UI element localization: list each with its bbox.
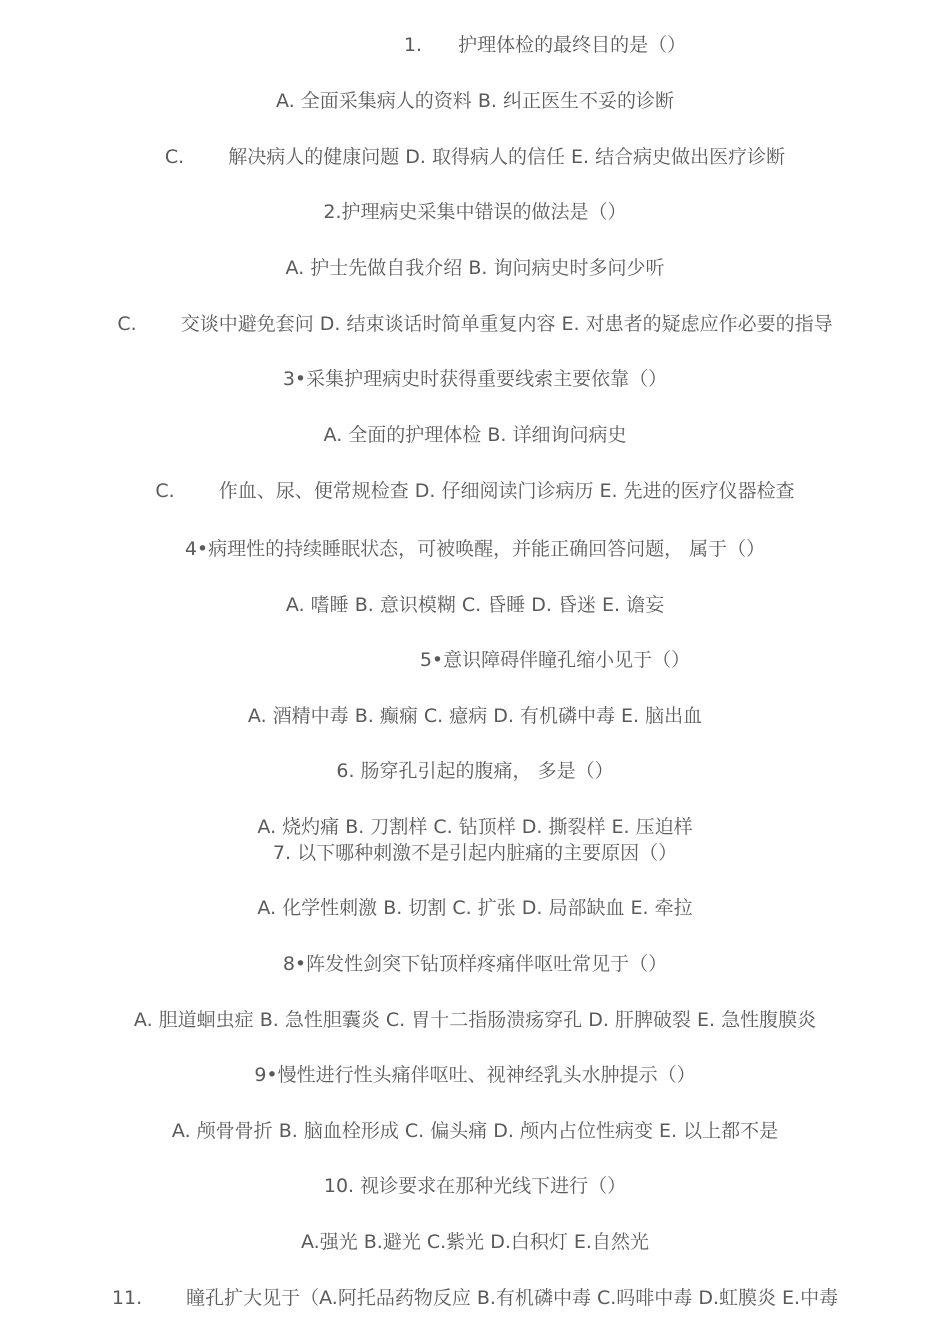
options-10 — [0, 1230, 950, 1254]
options-text: A. 胆道蛔虫症 B. 急性胆囊炎 C. 胃十二指肠溃疡穿孔 D. 肝脾破裂 E. 急性腹膜炎 — [133, 1009, 817, 1031]
question-5 — [0, 648, 950, 672]
question-number: 11. — [111, 1287, 143, 1309]
question-11 — [0, 1286, 950, 1310]
options-7 — [0, 896, 950, 920]
question-text: 3•采集护理病史时获得重要线索主要依靠（） — [282, 368, 668, 390]
options-text: 交谈中避免套问 D. 结束谈话时简单重复内容 E. 对患者的疑虑应作必要的指导 — [180, 313, 833, 335]
question-2 — [0, 200, 950, 224]
options-text: A. 化学性刺激 B. 切割 C. 扩张 D. 局部缺血 E. 牵拉 — [257, 897, 693, 919]
question-text: 瞳孔扩大见于（A.阿托品药物反应 B.有机磷中毒 C.吗啡中毒 D.虹膜炎 E.中毒 — [186, 1287, 839, 1309]
options-text: 作血、尿、便常规检查 D. 仔细阅读门诊病历 E. 先进的医疗仪器检查 — [218, 480, 795, 502]
question-text: 9•慢性进行性头痛伴呕吐、视神经乳头水肿提示（） — [254, 1064, 696, 1086]
question-4 — [0, 537, 950, 561]
options-5 — [0, 704, 950, 728]
options-9 — [0, 1119, 950, 1143]
options-4 — [0, 593, 950, 617]
question-1 — [0, 33, 950, 57]
options-3-cde — [0, 479, 950, 503]
options-text: A. 烧灼痛 B. 刀割样 C. 钻顶样 D. 撕裂样 E. 压迫样 — [257, 816, 693, 838]
question-text: 8•阵发性剑突下钻顶样疼痛伴呕吐常见于（） — [282, 953, 668, 975]
options-text: A. 护士先做自我介绍 B. 询问病史时多问少听 — [285, 257, 665, 279]
question-number: 1. — [403, 34, 423, 56]
question-7 — [0, 841, 950, 865]
option-label: C. — [155, 480, 175, 502]
question-text: 2.护理病史采集中错误的做法是（） — [323, 201, 627, 223]
options-3-ab — [0, 423, 950, 447]
options-1-ab — [0, 89, 950, 113]
question-text: 10. 视诊要求在那种光线下进行（） — [323, 1175, 627, 1197]
question-3 — [0, 367, 950, 391]
options-8 — [0, 1008, 950, 1032]
question-8 — [0, 952, 950, 976]
options-6 — [0, 815, 950, 839]
options-2-ab — [0, 256, 950, 280]
question-text: 7. 以下哪种刺激不是引起内脏痛的主要原因（） — [272, 842, 678, 864]
options-text: A. 全面的护理体检 B. 详细询问病史 — [323, 424, 627, 446]
options-text: A. 嗜睡 B. 意识模糊 C. 昏睡 D. 昏迷 E. 谵妄 — [285, 594, 665, 616]
options-text: 解决病人的健康问题 D. 取得病人的信任 E. 结合病史做出医疗诊断 — [228, 146, 786, 168]
option-label: C. — [164, 146, 185, 168]
question-6 — [0, 759, 950, 783]
options-1-cde — [0, 145, 950, 169]
options-2-cde — [0, 312, 950, 336]
question-text: 6. 肠穿孔引起的腹痛， 多是（） — [336, 760, 614, 782]
question-text: 护理体检的最终目的是（） — [458, 34, 687, 56]
options-text: A. 酒精中毒 B. 癫痫 C. 癔病 D. 有机磷中毒 E. 脑出血 — [247, 705, 703, 727]
option-label: C. — [117, 313, 137, 335]
options-text: A. 全面采集病人的资料 B. 纠正医生不妥的诊断 — [276, 90, 674, 112]
question-text: 5•意识障碍伴瞳孔缩小见于（） — [419, 649, 691, 671]
options-text: A. 颅骨骨折 B. 脑血栓形成 C. 偏头痛 D. 颅内占位性病变 E. 以上都不是 — [171, 1120, 779, 1142]
question-text: 4•病理性的持续睡眠状态，可被唤醒，并能正确回答问题， 属于（） — [184, 538, 766, 560]
question-10 — [0, 1174, 950, 1198]
options-text: A.强光 B.避光 C.紫光 D.白积灯 E.自然光 — [301, 1231, 649, 1253]
question-9 — [0, 1063, 950, 1087]
